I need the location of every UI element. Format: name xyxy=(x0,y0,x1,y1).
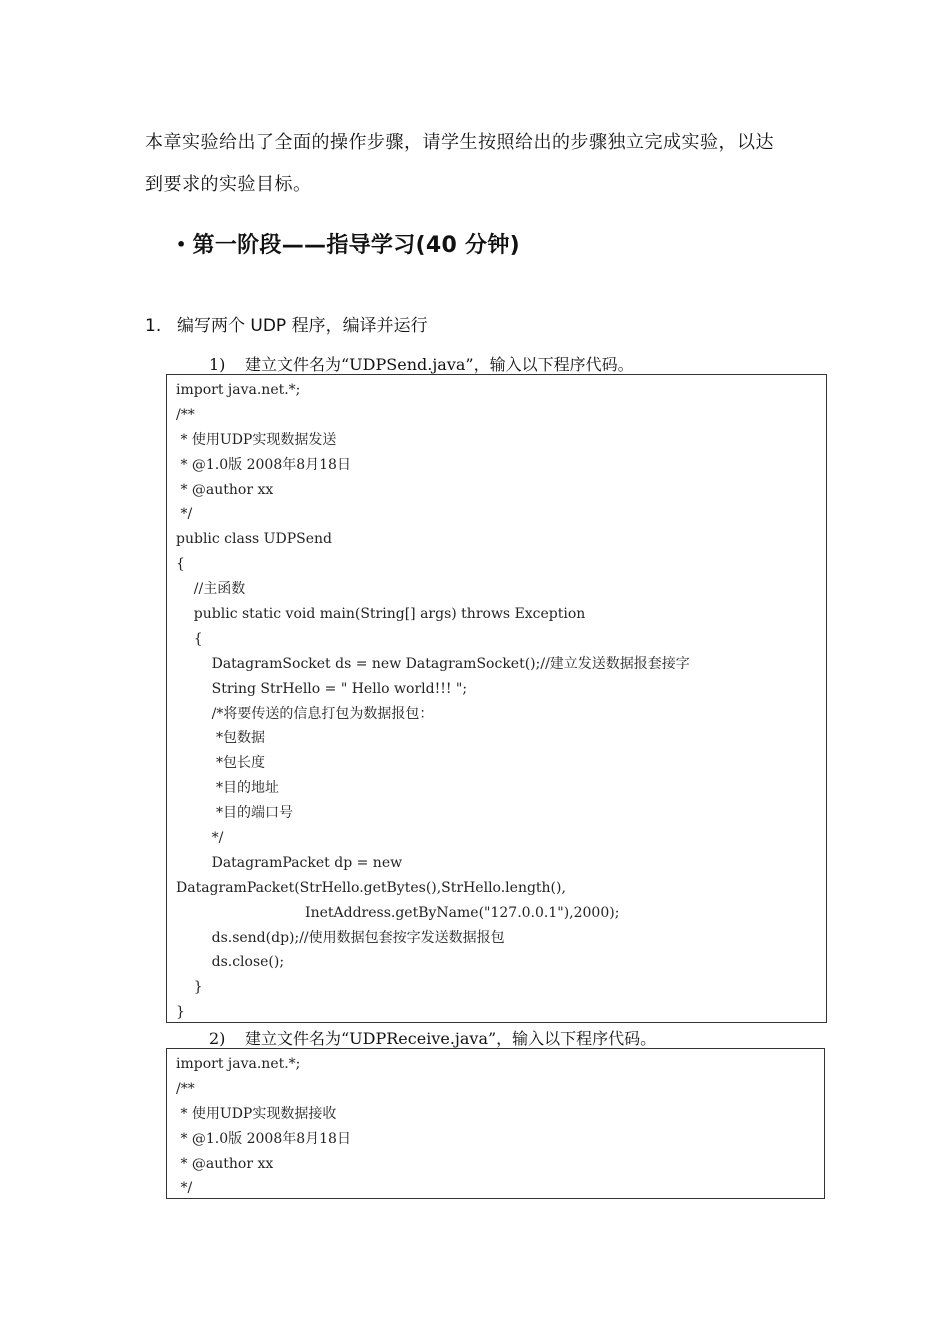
code-line: * @1.0版 2008年8月18日 xyxy=(176,1130,351,1147)
code-line: *目的地址 xyxy=(176,780,280,797)
code-line: */ xyxy=(176,506,193,523)
code-line: DatagramPacket(StrHello.getBytes(),StrHello.length(), xyxy=(176,879,566,896)
code-block-udpsend xyxy=(166,374,827,1023)
substep-number: 2) xyxy=(209,1029,226,1048)
substep-1 xyxy=(209,352,634,375)
intro-line-1: 本章实验给出了全面的操作步骤，请学生按照给出的步骤独立完成实验，以达 xyxy=(145,132,774,153)
substep-number: 1) xyxy=(209,355,226,374)
substep-text: 建立文件名为“UDPSend.java”，输入以下程序代码。 xyxy=(245,355,634,374)
code-line: import java.net.*; xyxy=(176,1056,301,1072)
intro-paragraph xyxy=(145,122,825,206)
code-line: DatagramSocket ds = new DatagramSocket();//建立发送数据报套接字 xyxy=(176,655,690,672)
section-heading xyxy=(176,228,520,259)
code-line: InetAddress.getByName("127.0.0.1"),2000); xyxy=(176,904,620,921)
code-line: DatagramPacket dp = new xyxy=(176,854,403,871)
code-line: * 使用UDP实现数据接收 xyxy=(176,1105,337,1122)
intro-line-2: 到要求的实验目标。 xyxy=(145,174,312,195)
code-line: /*将要传送的信息打包为数据报包： xyxy=(176,705,434,722)
code-line: /** xyxy=(176,406,195,423)
code-line: } xyxy=(176,1004,185,1021)
code-block-udpreceive xyxy=(166,1048,825,1199)
substep-2 xyxy=(209,1026,656,1049)
step-text: 编写两个 UDP 程序，编译并运行 xyxy=(177,316,428,336)
substep-text: 建立文件名为“UDPReceive.java”，输入以下程序代码。 xyxy=(245,1029,657,1048)
step-number: 1. xyxy=(145,316,162,336)
code-line: { xyxy=(176,556,185,573)
code-line: String StrHello = " Hello world!!! "; xyxy=(176,680,468,697)
code-line: * 使用UDP实现数据发送 xyxy=(176,431,337,448)
section-title: 第一阶段——指导学习(40 分钟) xyxy=(192,233,521,258)
code-line: *目的端口号 xyxy=(176,805,294,822)
code-line: * @author xx xyxy=(176,481,274,498)
step-1 xyxy=(145,311,428,336)
code-line: public class UDPSend xyxy=(176,531,332,548)
code-line: { xyxy=(176,630,203,647)
code-line: /** xyxy=(176,1080,195,1097)
code-line: */ xyxy=(176,1180,193,1197)
code-line: * @author xx xyxy=(176,1155,274,1172)
code-line: } xyxy=(176,979,203,996)
code-line: ds.send(dp);//使用数据包套按字发送数据报包 xyxy=(176,929,505,946)
code-line: import java.net.*; xyxy=(176,382,301,398)
code-line: */ xyxy=(176,830,224,847)
bullet-icon: • xyxy=(176,235,187,254)
code-line: * @1.0版 2008年8月18日 xyxy=(176,456,351,473)
code-line: *包长度 xyxy=(176,755,266,772)
code-line: //主函数 xyxy=(176,581,246,598)
code-line: ds.close(); xyxy=(176,954,285,971)
code-line: public static void main(String[] args) throws Exception xyxy=(176,606,586,623)
code-line: *包数据 xyxy=(176,730,266,747)
